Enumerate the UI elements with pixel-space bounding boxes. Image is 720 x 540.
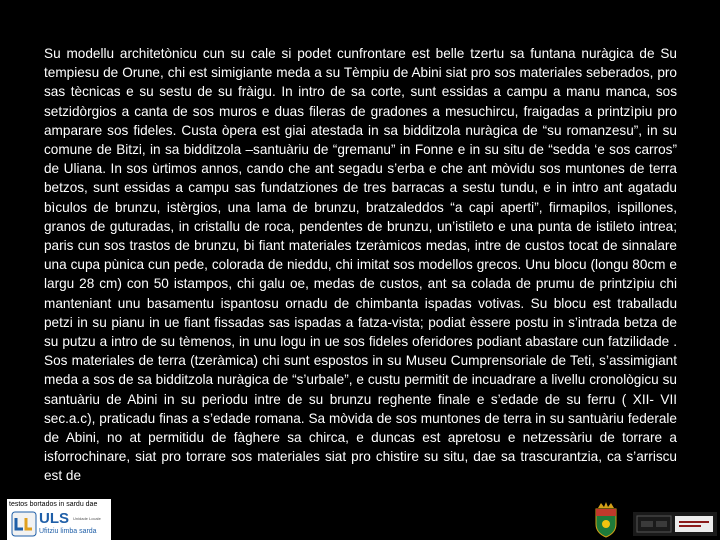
coat-of-arms-icon [592,500,620,538]
uls-logo [7,499,111,540]
uls-mark-icon [11,511,37,537]
footer-emblem-icon [633,512,717,536]
body-paragraph: Su modellu architetònicu cun su cale si podet cunfrontare est belle tzertu sa funtana nuràgica de Su tempiesu de Orune, chi est simigiante meda a su Tèmpiu de Abini siat pro sos materiales seberados, pro sas tècnicas e su sestu de su fràigu. In intro de sa corte, sunt essidas a campu a manu manca, sos setzidòrgios a canta de sos muros e duas fileras de gradones a mesuchircu, fraigadas a printzìpiu pro amparare sos fideles. Custa òpera est giai atestada in sa bidditzola nuràgica de “su romanzesu”, in su comune de Bitzi, in sa bidditzola –santuàriu de “gremanu” in Fonne e in su situ de “sedda ‘e sos carros” de Uliana. In sos ùrtimos annos, cando che ant segadu s’erba e che ant mòvidu sos muntones de terra betzos, sunt essidas a campu sas fundatziones de tres barracas a sestu tundu, e in intro ant agatadu bìculos de brunzu, istèrgios, una lama de brunzu, bratzaleddos “a capi aperti”, firmapilos, ispillones, granos de guturadas, in cristallu de roca, pendentes de brunzu, un’istileto e una punta de istileto intrea; paris cun sos trastos de brunzu, bi fiant materiales tzeràmicos medas, intre de custos tocat de sinnalare una cupa pùnica cun pede, colorada de nieddu, chi imitat sos modellos grecos. Unu blocu (longu 80cm e largu 28 cm) con 50 istampos, chi galu oe, medas de custos, ant sa colada de prumu de printzìpiu chi manteniant unu basamentu ispantosu ornadu de chimbanta ispadas votivas. Su blocu est traballadu petzi in su pianu in ue fiant fissadas sas ispadas a fatza-vista; podiat èssere postu in s’intrada betza de su putzu a intro de su tèmenos, in unu logu in ue sos fideles oferidores podiant abastare cun fatzilidade . Sos materiales de terra (tzeràmica) chi sunt espostos in su Museu Cumprensoriale de Teti, s’assimigiant meda a sos de sa bidditzola nuràgica de “s’urbale”, e custu permitit de incuadrare a livellu cronològicu su santuàriu de Abini in su perìodu intre de su brunzu reghente finale e s’edade de su ferru ( XII- VII sec.a.c), praticadu finas a s’edade romana. Sa mòvida de sos muntones de terra in su santuàriu federale de Abini, no at permitidu de fàghere sa chirca, e duncas est apretosu e netzessàriu de torrare a isforrochinare, siat pro torrare sos materiales siat pro chistire su situ, dae sa trascurantzia, ca s’arriscu est de [44,46,677,484]
logo-brand: ULS [39,510,69,527]
logo-small-text: Unidade Locale [73,516,101,521]
logo-caption: testos bortados in sardu dae [9,501,98,508]
logo-subtitle: Ufitziu limba sarda [39,528,97,535]
